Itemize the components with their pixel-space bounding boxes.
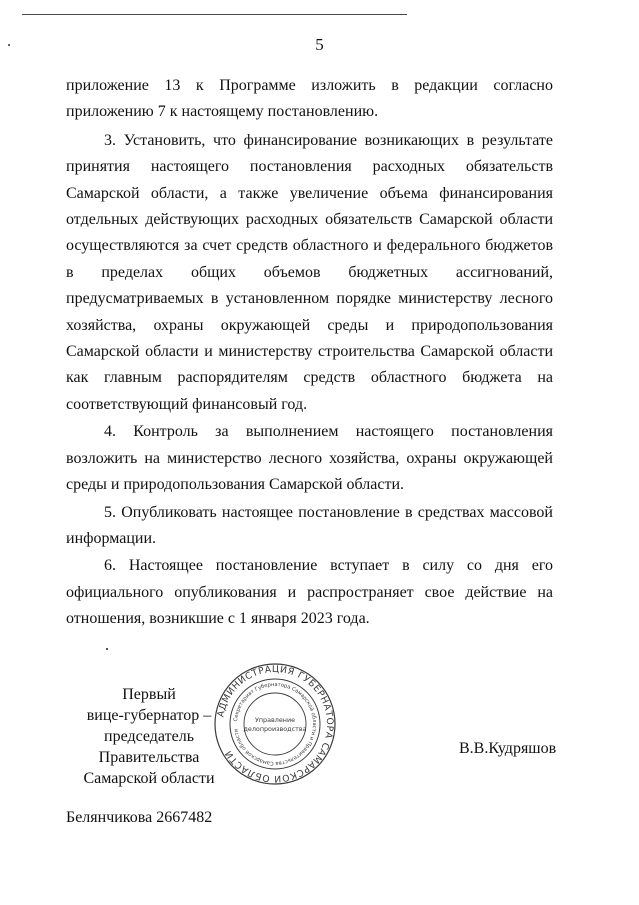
seal-inner-ring	[244, 693, 306, 755]
page-number: 5	[315, 35, 324, 54]
signer-title	[64, 684, 234, 789]
seal-middle-ring	[230, 679, 320, 769]
signer-title-line: Первый	[122, 686, 176, 703]
signer-title-line: Самарской области	[83, 770, 215, 787]
scan-edge-line	[22, 14, 407, 15]
signer-title-line: председатель Правительства	[98, 728, 200, 766]
seal-outer-text: АДМИНИСТРАЦИЯ ГУБЕРНАТОРА САМАРСКОЙ ОБЛАСТИ	[215, 663, 336, 785]
paragraph-item-3: 3. Установить, что финансирование возникающих в результате принятия настоящего постановления расходных обязательств Самарской области, а также увеличение объема финансирования отдельных действующих расходных обязательств Самарской области осуществляются за счет средств областного и федерального бюджетов в пределах общих объемов бюджетных ассигнований, предусматриваемых в установленном порядке министерству лесного хозяйства, охраны окружающей среды и природопользования Самарской области и министерству строительства Самарской области как главным распорядителям средств областного бюджета на соответствующий финансовый год.	[66, 131, 553, 413]
ink-dot	[106, 648, 108, 650]
official-seal-stamp	[213, 662, 337, 786]
signer-title-line: вице-губернатор –	[86, 707, 212, 724]
seal-center-line-1: Управление	[254, 716, 296, 724]
executor-contact: Белянчикова 2667482	[66, 809, 213, 826]
paragraph-item-4: 4. Контроль за выполнением настоящего постановления возложить на министерство лесного хозяйства, охраны окружающей среды и природопользования Самарской области.	[66, 423, 553, 494]
paragraph-continuation: приложение 13 к Программе изложить в редакции согласно приложению 7 к настоящему постановлению.	[66, 77, 553, 121]
seal-center-line-2: делопроизводства	[243, 725, 307, 733]
signer-name: В.В.Кудряшов	[459, 740, 557, 757]
paragraph-item-5: 5. Опубликовать настоящее постановление в средствах массовой информации.	[66, 503, 553, 547]
seal-inner-text: Секретариат Губернатора Самарской области и Правительства Самарской области	[233, 681, 318, 767]
paragraph-item-6: 6. Настоящее постановление вступает в силу со дня его официального опубликования и распространяет свое действие на отношения, возникшие с 1 января 2023 года.	[66, 557, 553, 628]
document-body	[66, 73, 553, 633]
